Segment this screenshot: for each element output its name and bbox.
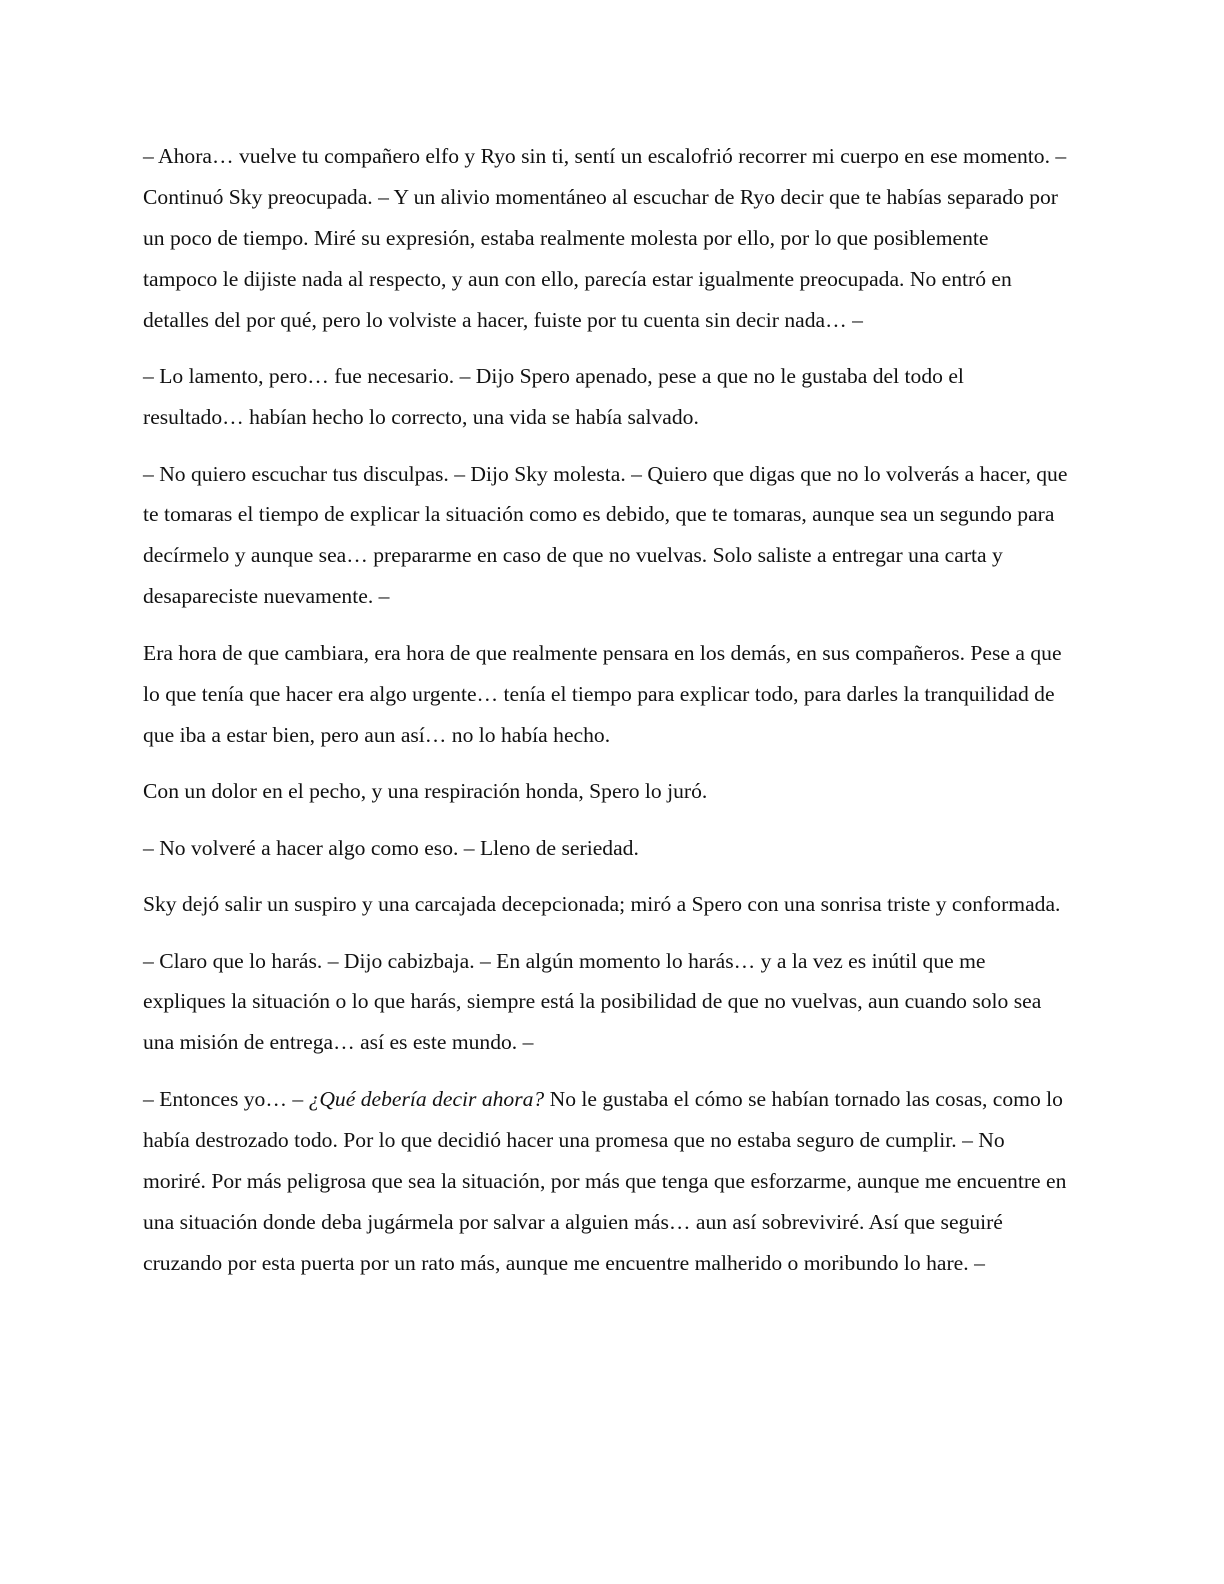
- paragraph-3: – No quiero escuchar tus disculpas. – Dijo Sky molesta. – Quiero que digas que no lo volverás a hacer, que te tomaras el tiempo de explicar la situación como es debido, que te tomaras, aunque sea un segundo para decírmelo y aunque sea… prepararme en caso de que no vuelvas. Solo saliste a entregar una carta y desapareciste nuevamente. –: [143, 461, 1068, 609]
- paragraph-2: – Lo lamento, pero… fue necesario. – Dijo Spero apenado, pese a que no le gustaba del todo el resultado… habían hecho lo correcto, una vida se había salvado.: [143, 364, 964, 430]
- paragraph-1: – Ahora… vuelve tu compañero elfo y Ryo sin ti, sentí un escalofrió recorrer mi cuerpo en ese momento. – Continuó Sky preocupada. – Y un alivio momentáneo al escuchar de Ryo decir que te habías separado por un poco de tiempo. Miré su expresión, estaba realmente molesta por ello, por lo que posiblemente tampoco le dijiste nada al respecto, y aun con ello, parecía estar igualmente preocupada. No entró en detalles del por qué, pero lo volviste a hacer, fuiste por tu cuenta sin decir nada… –: [143, 144, 1067, 332]
- paragraph-8: – Claro que lo harás. – Dijo cabizbaja. – En algún momento lo harás… y a la vez es inútil que me expliques la situación o lo que harás, siempre está la posibilidad de que no vuelvas, aun cuando solo sea una misión de entrega… así es este mundo. –: [143, 948, 1042, 1055]
- paragraph-4: Era hora de que cambiara, era hora de que realmente pensara en los demás, en sus compañeros. Pese a que lo que tenía que hacer era algo urgente… tenía el tiempo para explicar todo, para darles la tranquilidad de que iba a estar bien, pero aun así… no lo había hecho.: [143, 640, 1062, 747]
- paragraph-9-rest: No le gustaba el cómo se habían tornado las cosas, como lo había destrozado todo. Por lo que decidió hacer una promesa que no estaba seguro de cumplir. – No moriré. Por más peligrosa que sea la situación, por más que tenga que esforzarme, aunque me encuentre en una situación donde deba jugármela por salvar a alguien más… aun así sobreviviré. Así que seguiré cruzando por esta puerta por un rato más, aunque me encuentre malherido o moribundo lo hare. –: [143, 1086, 1067, 1275]
- paragraph-9: [143, 1079, 1068, 1284]
- paragraph-5: Con un dolor en el pecho, y una respiración honda, Spero lo juró.: [143, 779, 708, 804]
- paragraph-9-italic-thought: ¿Qué debería decir ahora?: [308, 1086, 545, 1111]
- document-body: [143, 136, 1068, 1299]
- paragraph-9-lead: – Entonces yo… –: [143, 1086, 309, 1111]
- paragraph-6: – No volveré a hacer algo como eso. – Lleno de seriedad.: [143, 835, 639, 860]
- paragraph-7: Sky dejó salir un suspiro y una carcajada decepcionada; miró a Spero con una sonrisa triste y conformada.: [143, 892, 1061, 917]
